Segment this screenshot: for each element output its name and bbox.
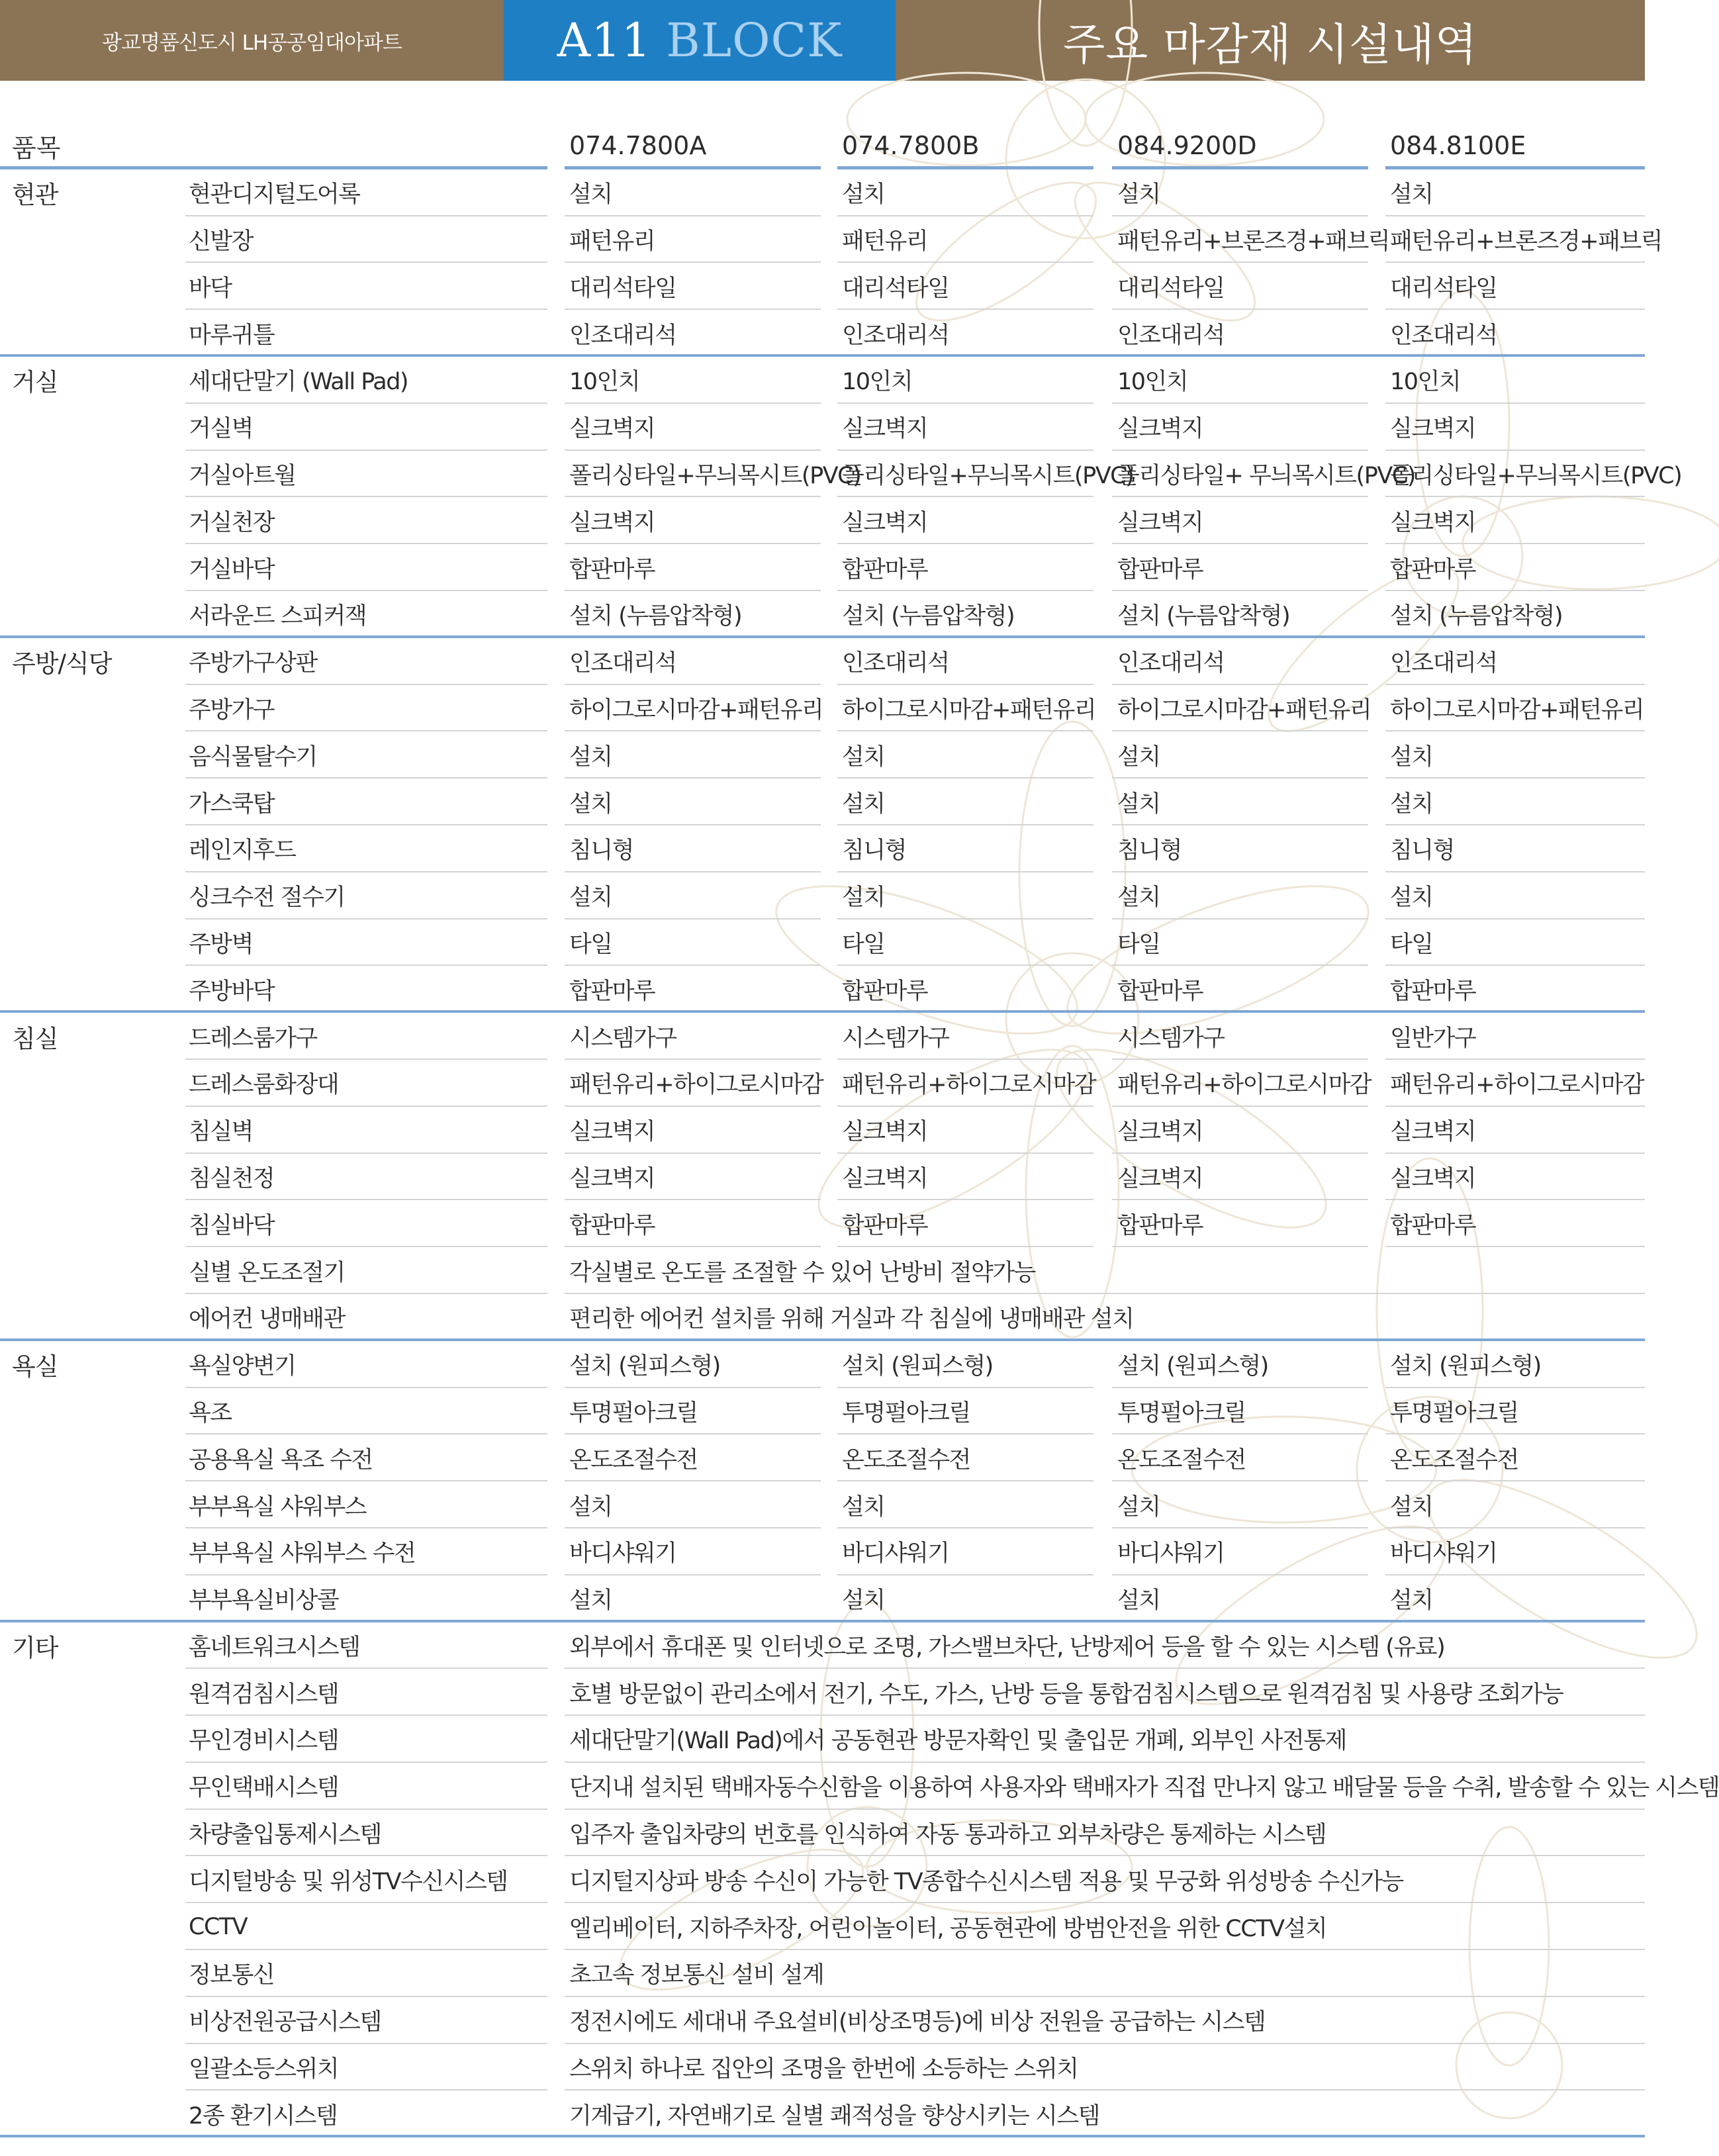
item-value: 대리석타일 bbox=[1117, 275, 1225, 302]
section-divider bbox=[0, 2135, 1645, 2137]
item-label: 일괄소등스위치 bbox=[189, 2056, 339, 2083]
item-label: 실별 온도조절기 bbox=[189, 1259, 345, 1286]
item-value: 합판마루 bbox=[569, 1212, 655, 1239]
item-value: 합판마루 bbox=[1117, 978, 1203, 1005]
item-value: 설치 (누름압착형) bbox=[1117, 603, 1290, 630]
item-label: 부부욕실비상콜 bbox=[189, 1587, 339, 1615]
item-label: 홈네트워크시스템 bbox=[189, 1634, 360, 1661]
table-row bbox=[0, 1716, 1645, 1763]
item-value: 실크벽지 bbox=[842, 1165, 928, 1192]
item-value: 설치 bbox=[1390, 743, 1433, 771]
item-value: 설치 (누름압착형) bbox=[569, 603, 742, 630]
item-value: 합판마루 bbox=[1390, 1212, 1476, 1239]
item-value: 바디샤워기 bbox=[842, 1540, 949, 1568]
category-label: 거실 bbox=[12, 368, 58, 397]
item-label: 주방가구상판 bbox=[189, 650, 317, 677]
table-row bbox=[0, 216, 1663, 263]
item-value: 폴리싱타일+무늬목시트(PVC) bbox=[1390, 462, 1682, 489]
table-row bbox=[0, 404, 1645, 451]
item-value: 설치 (원피스형) bbox=[1390, 1353, 1541, 1380]
table-row bbox=[0, 872, 1645, 919]
table-row bbox=[0, 1950, 1645, 1997]
item-value: 타일 bbox=[1117, 931, 1160, 958]
item-label: 거실천장 bbox=[189, 509, 275, 536]
item-description: 세대단말기(Wall Pad)에서 공동현관 방문자확인 및 출입문 개폐, 외부인 사전통제 bbox=[569, 1728, 1346, 1755]
item-value: 실크벽지 bbox=[569, 1119, 655, 1146]
table-row bbox=[0, 1810, 1645, 1857]
item-value: 일반가구 bbox=[1390, 1025, 1476, 1052]
item-label: 무인택배시스템 bbox=[189, 1775, 339, 1802]
item-value: 설치 bbox=[569, 1493, 612, 1521]
item-value: 실크벽지 bbox=[1117, 1119, 1203, 1146]
table-row bbox=[0, 1294, 1645, 1341]
item-label: 2종 환기시스템 bbox=[189, 2102, 338, 2130]
item-label: 원격검침시스템 bbox=[189, 1681, 339, 1708]
item-value: 설치 bbox=[1117, 181, 1160, 209]
item-value: 침니형 bbox=[1390, 837, 1454, 865]
item-value: 하이그로시마감+패턴유리 bbox=[1117, 696, 1371, 724]
item-label: 마루귀틀 bbox=[189, 322, 275, 349]
header-unit-type: 074.7800B bbox=[842, 131, 980, 161]
item-value: 설치 (누름압착형) bbox=[842, 603, 1015, 630]
table-row bbox=[0, 1622, 1645, 1669]
table-row bbox=[0, 1528, 1645, 1575]
category-label: 침실 bbox=[12, 1024, 58, 1053]
item-label: 디지털방송 및 위성TV수신시스템 bbox=[189, 1868, 508, 1895]
item-value: 설치 bbox=[1117, 884, 1160, 912]
item-value: 시스템가구 bbox=[842, 1025, 949, 1052]
item-value: 투명펄아크릴 bbox=[569, 1399, 698, 1427]
item-value: 실크벽지 bbox=[1117, 416, 1203, 443]
item-label: 거실벽 bbox=[189, 416, 253, 443]
item-label: 부부욕실 샤워부스 bbox=[189, 1493, 367, 1521]
table-row bbox=[0, 1997, 1645, 2044]
table-row bbox=[0, 825, 1645, 872]
item-value: 인조대리석 bbox=[842, 650, 949, 677]
item-value: 온도조절수전 bbox=[1390, 1446, 1518, 1474]
item-value: 설치 bbox=[842, 790, 885, 818]
item-label: 에어컨 냉매배관 bbox=[189, 1306, 345, 1333]
item-value: 인조대리석 bbox=[842, 322, 949, 349]
item-label: 드레스룸화장대 bbox=[189, 1072, 339, 1099]
item-value: 합판마루 bbox=[569, 556, 655, 583]
item-value: 합판마루 bbox=[842, 978, 928, 1005]
table-row bbox=[0, 310, 1645, 357]
item-value: 합판마루 bbox=[842, 1212, 928, 1239]
header-unit-type: 084.8100E bbox=[1390, 131, 1526, 161]
table-header-row bbox=[0, 122, 1645, 169]
item-label: 싱크수전 절수기 bbox=[189, 884, 345, 912]
item-description: 정전시에도 세대내 주요설비(비상조명등)에 비상 전원을 공급하는 시스템 bbox=[569, 2009, 1266, 2036]
item-value: 인조대리석 bbox=[1390, 322, 1497, 349]
item-value: 타일 bbox=[842, 931, 885, 958]
table-row bbox=[0, 591, 1645, 638]
item-value: 설치 (원피스형) bbox=[569, 1353, 720, 1380]
item-value: 패턴유리+브론즈경+패브릭 bbox=[1390, 228, 1663, 255]
item-value: 설치 bbox=[1117, 790, 1160, 818]
item-description: 편리한 에어컨 설치를 위해 거실과 각 침실에 냉매배관 설치 bbox=[569, 1306, 1134, 1333]
item-description: 디지털지상파 방송 수신이 가능한 TV종합수신시스템 적용 및 무궁화 위성방송 수신가능 bbox=[569, 1868, 1403, 1895]
item-value: 침니형 bbox=[842, 837, 906, 865]
item-value: 패턴유리 bbox=[842, 228, 928, 255]
table-row bbox=[0, 1575, 1645, 1622]
item-value: 패턴유리+하이그로시마감 bbox=[1117, 1072, 1371, 1099]
item-value: 폴리싱타일+ 무늬목시트(PVC) bbox=[1117, 462, 1415, 489]
item-label: 세대단말기 (Wall Pad) bbox=[189, 369, 408, 396]
header-unit-type: 084.9200D bbox=[1117, 131, 1257, 161]
item-value: 실크벽지 bbox=[569, 509, 655, 536]
table-row bbox=[0, 357, 1645, 404]
item-value: 패턴유리 bbox=[569, 228, 655, 255]
item-description: 초고속 정보통신 설비 설계 bbox=[569, 1962, 824, 1989]
item-value: 실크벽지 bbox=[842, 509, 928, 536]
item-value: 패턴유리+하이그로시마감 bbox=[569, 1072, 823, 1099]
table-row bbox=[0, 1388, 1645, 1435]
item-value: 설치 bbox=[1390, 181, 1433, 209]
block-word: BLOCK bbox=[666, 13, 843, 68]
item-value: 합판마루 bbox=[1390, 978, 1476, 1005]
table-row bbox=[0, 1434, 1645, 1481]
item-value: 설치 bbox=[1390, 1493, 1433, 1521]
item-value: 실크벽지 bbox=[569, 1165, 655, 1192]
header-label: 품목 bbox=[12, 133, 61, 163]
item-value: 설치 bbox=[1117, 1493, 1160, 1521]
item-description: 기계급기, 자연배기로 실별 쾌적성을 향상시키는 시스템 bbox=[569, 2102, 1099, 2130]
item-value: 실크벽지 bbox=[1117, 509, 1203, 536]
item-value: 설치 bbox=[569, 884, 612, 912]
item-value: 인조대리석 bbox=[569, 650, 676, 677]
table-row bbox=[0, 263, 1645, 310]
page-title: 주요 마감재 시설내역 bbox=[896, 0, 1645, 81]
item-value: 설치 bbox=[569, 790, 612, 818]
item-label: 가스쿡탑 bbox=[189, 790, 275, 818]
item-value: 패턴유리+브론즈경+패브릭 bbox=[1117, 228, 1390, 255]
item-value: 설치 bbox=[842, 1493, 885, 1521]
block-number: A11 bbox=[557, 13, 652, 68]
item-value: 설치 bbox=[1390, 1587, 1433, 1615]
item-value: 10인치 bbox=[1117, 369, 1188, 396]
item-value: 온도조절수전 bbox=[842, 1446, 970, 1474]
item-description: 호별 방문없이 관리소에서 전기, 수도, 가스, 난방 등을 통합검침시스템으로 원격검침 및 사용량 조회가능 bbox=[569, 1681, 1563, 1708]
item-value: 실크벽지 bbox=[842, 416, 928, 443]
item-label: 욕실양변기 bbox=[189, 1353, 296, 1380]
spec-table bbox=[0, 122, 1719, 2137]
item-label: 주방바닥 bbox=[189, 978, 275, 1005]
item-value: 대리석타일 bbox=[569, 275, 676, 302]
table-row bbox=[0, 919, 1645, 966]
item-value: 10인치 bbox=[1390, 369, 1461, 396]
item-label: 거실바닥 bbox=[189, 556, 275, 583]
table-row bbox=[0, 1669, 1645, 1716]
item-value: 10인치 bbox=[569, 369, 640, 396]
item-value: 패턴유리+하이그로시마감 bbox=[842, 1072, 1096, 1099]
item-value: 설치 bbox=[1390, 790, 1433, 818]
item-value: 온도조절수전 bbox=[1117, 1446, 1246, 1474]
table-row bbox=[0, 1013, 1645, 1060]
item-label: 드레스룸가구 bbox=[189, 1025, 317, 1052]
item-description: 스위치 하나로 집안의 조명을 한번에 소등하는 스위치 bbox=[569, 2056, 1078, 2083]
item-label: 주방가구 bbox=[189, 696, 275, 724]
item-value: 설치 bbox=[842, 1587, 885, 1615]
item-value: 투명펄아크릴 bbox=[1390, 1399, 1518, 1427]
item-value: 온도조절수전 bbox=[569, 1446, 698, 1474]
table-row bbox=[0, 1763, 1719, 1810]
item-value: 타일 bbox=[1390, 931, 1433, 958]
item-value: 합판마루 bbox=[569, 978, 655, 1005]
item-value: 인조대리석 bbox=[1117, 650, 1225, 677]
header-bar bbox=[0, 0, 1645, 81]
item-value: 폴리싱타일+무늬목시트(PVC) bbox=[842, 462, 1134, 489]
table-row bbox=[0, 497, 1645, 544]
item-value: 설치 bbox=[842, 181, 885, 209]
item-value: 바디샤워기 bbox=[1390, 1540, 1497, 1568]
table-row bbox=[0, 1154, 1645, 1201]
item-label: 서라운드 스피커잭 bbox=[189, 603, 367, 630]
table-row bbox=[0, 544, 1645, 591]
item-value: 폴리싱타일+무늬목시트(PVC) bbox=[569, 462, 861, 489]
item-label: 무인경비시스템 bbox=[189, 1728, 339, 1755]
item-value: 설치 bbox=[569, 743, 612, 771]
item-value: 하이그로시마감+패턴유리 bbox=[569, 696, 823, 724]
item-label: 현관디지털도어록 bbox=[189, 181, 360, 209]
item-label: 침실벽 bbox=[189, 1119, 253, 1146]
item-label: 신발장 bbox=[189, 228, 253, 255]
item-description: 단지내 설치된 택배자동수신함을 이용하여 사용자와 택배자가 직접 만나지 않고 배달물 등을 수취, 발송할 수 있는 시스템 bbox=[569, 1775, 1719, 1802]
table-row bbox=[0, 2044, 1645, 2091]
item-label: CCTV bbox=[189, 1913, 248, 1940]
item-value: 합판마루 bbox=[1117, 556, 1203, 583]
item-label: 비상전원공급시스템 bbox=[189, 2009, 381, 2036]
table-row bbox=[0, 2090, 1645, 2137]
item-value: 인조대리석 bbox=[1390, 650, 1497, 677]
item-value: 하이그로시마감+패턴유리 bbox=[1390, 696, 1644, 724]
item-value: 실크벽지 bbox=[1390, 509, 1476, 536]
item-label: 주방벽 bbox=[189, 931, 253, 958]
header-unit-type: 074.7800A bbox=[569, 131, 707, 161]
item-label: 침실바닥 bbox=[189, 1212, 275, 1239]
item-value: 하이그로시마감+패턴유리 bbox=[842, 696, 1096, 724]
item-label: 바닥 bbox=[189, 275, 232, 302]
item-value: 10인치 bbox=[842, 369, 913, 396]
item-value: 침니형 bbox=[569, 837, 633, 865]
category-label: 기타 bbox=[12, 1633, 58, 1662]
complex-name: 광교명품신도시 LH공공임대아파트 bbox=[0, 0, 504, 81]
item-value: 설치 bbox=[1117, 743, 1160, 771]
item-description: 엘리베이터, 지하주차장, 어린이놀이터, 공동현관에 방범안전을 위한 CCTV설치 bbox=[569, 1915, 1327, 1942]
table-row bbox=[0, 778, 1645, 825]
item-value: 투명펄아크릴 bbox=[1117, 1399, 1246, 1427]
item-value: 설치 bbox=[1390, 884, 1433, 912]
table-row bbox=[0, 1200, 1645, 1247]
category-label: 현관 bbox=[12, 181, 58, 210]
item-value: 설치 bbox=[569, 1587, 612, 1615]
item-value: 패턴유리+하이그로시마감 bbox=[1390, 1072, 1644, 1099]
item-value: 바디샤워기 bbox=[569, 1540, 676, 1568]
table-row bbox=[0, 1247, 1645, 1294]
table-row bbox=[0, 685, 1645, 732]
item-label: 음식물탈수기 bbox=[189, 743, 317, 771]
item-value: 합판마루 bbox=[842, 556, 928, 583]
table-row bbox=[0, 451, 1682, 498]
table-row bbox=[0, 169, 1645, 216]
item-label: 차량출입통제시스템 bbox=[189, 1822, 381, 1849]
table-row bbox=[0, 638, 1645, 685]
item-label: 욕조 bbox=[189, 1399, 232, 1427]
item-label: 거실아트월 bbox=[189, 462, 296, 489]
item-value: 설치 bbox=[842, 884, 885, 912]
item-value: 설치 bbox=[569, 181, 612, 209]
item-value: 시스템가구 bbox=[569, 1025, 676, 1052]
item-description: 각실별로 온도를 조절할 수 있어 난방비 절약가능 bbox=[569, 1259, 1035, 1286]
table-row bbox=[0, 1060, 1645, 1107]
item-description: 입주자 출입차량의 번호를 인식하여 자동 통과하고 외부차량은 통제하는 시스템 bbox=[569, 1822, 1326, 1849]
table-row bbox=[0, 1107, 1645, 1154]
item-description: 외부에서 휴대폰 및 인터넷으로 조명, 가스밸브차단, 난방제어 등을 할 수 있는 시스템 (유료) bbox=[569, 1634, 1445, 1661]
item-value: 설치 bbox=[842, 743, 885, 771]
item-label: 공용욕실 욕조 수전 bbox=[189, 1446, 373, 1474]
item-value: 인조대리석 bbox=[1117, 322, 1225, 349]
table-row bbox=[0, 1481, 1645, 1528]
item-value: 인조대리석 bbox=[569, 322, 676, 349]
item-label: 침실천정 bbox=[189, 1165, 275, 1192]
table-row bbox=[0, 966, 1645, 1013]
item-label: 부부욕실 샤워부스 수전 bbox=[189, 1540, 416, 1568]
table-row bbox=[0, 1856, 1645, 1903]
item-value: 실크벽지 bbox=[1390, 1165, 1476, 1192]
item-value: 합판마루 bbox=[1390, 556, 1476, 583]
item-value: 설치 (원피스형) bbox=[1117, 1353, 1268, 1380]
item-value: 실크벽지 bbox=[569, 416, 655, 443]
item-value: 침니형 bbox=[1117, 837, 1182, 865]
item-value: 시스템가구 bbox=[1117, 1025, 1225, 1052]
category-label: 주방/식당 bbox=[12, 649, 112, 679]
item-value: 바디샤워기 bbox=[1117, 1540, 1225, 1568]
table-row bbox=[0, 1341, 1645, 1388]
item-value: 투명펄아크릴 bbox=[842, 1399, 970, 1427]
item-value: 대리석타일 bbox=[1390, 275, 1497, 302]
item-value: 실크벽지 bbox=[1117, 1165, 1203, 1192]
category-label: 욕실 bbox=[12, 1352, 58, 1382]
table-row bbox=[0, 731, 1645, 778]
item-value: 실크벽지 bbox=[1390, 1119, 1476, 1146]
item-value: 실크벽지 bbox=[842, 1119, 928, 1146]
item-value: 타일 bbox=[569, 931, 612, 958]
item-value: 설치 (원피스형) bbox=[842, 1353, 993, 1380]
item-value: 실크벽지 bbox=[1390, 416, 1476, 443]
table-row bbox=[0, 1903, 1645, 1950]
item-value: 합판마루 bbox=[1117, 1212, 1203, 1239]
block-label bbox=[504, 0, 896, 81]
item-value: 대리석타일 bbox=[842, 275, 949, 302]
item-value: 설치 (누름압착형) bbox=[1390, 603, 1563, 630]
item-value: 설치 bbox=[1117, 1587, 1160, 1615]
item-label: 정보통신 bbox=[189, 1962, 275, 1989]
item-label: 레인지후드 bbox=[189, 837, 296, 865]
